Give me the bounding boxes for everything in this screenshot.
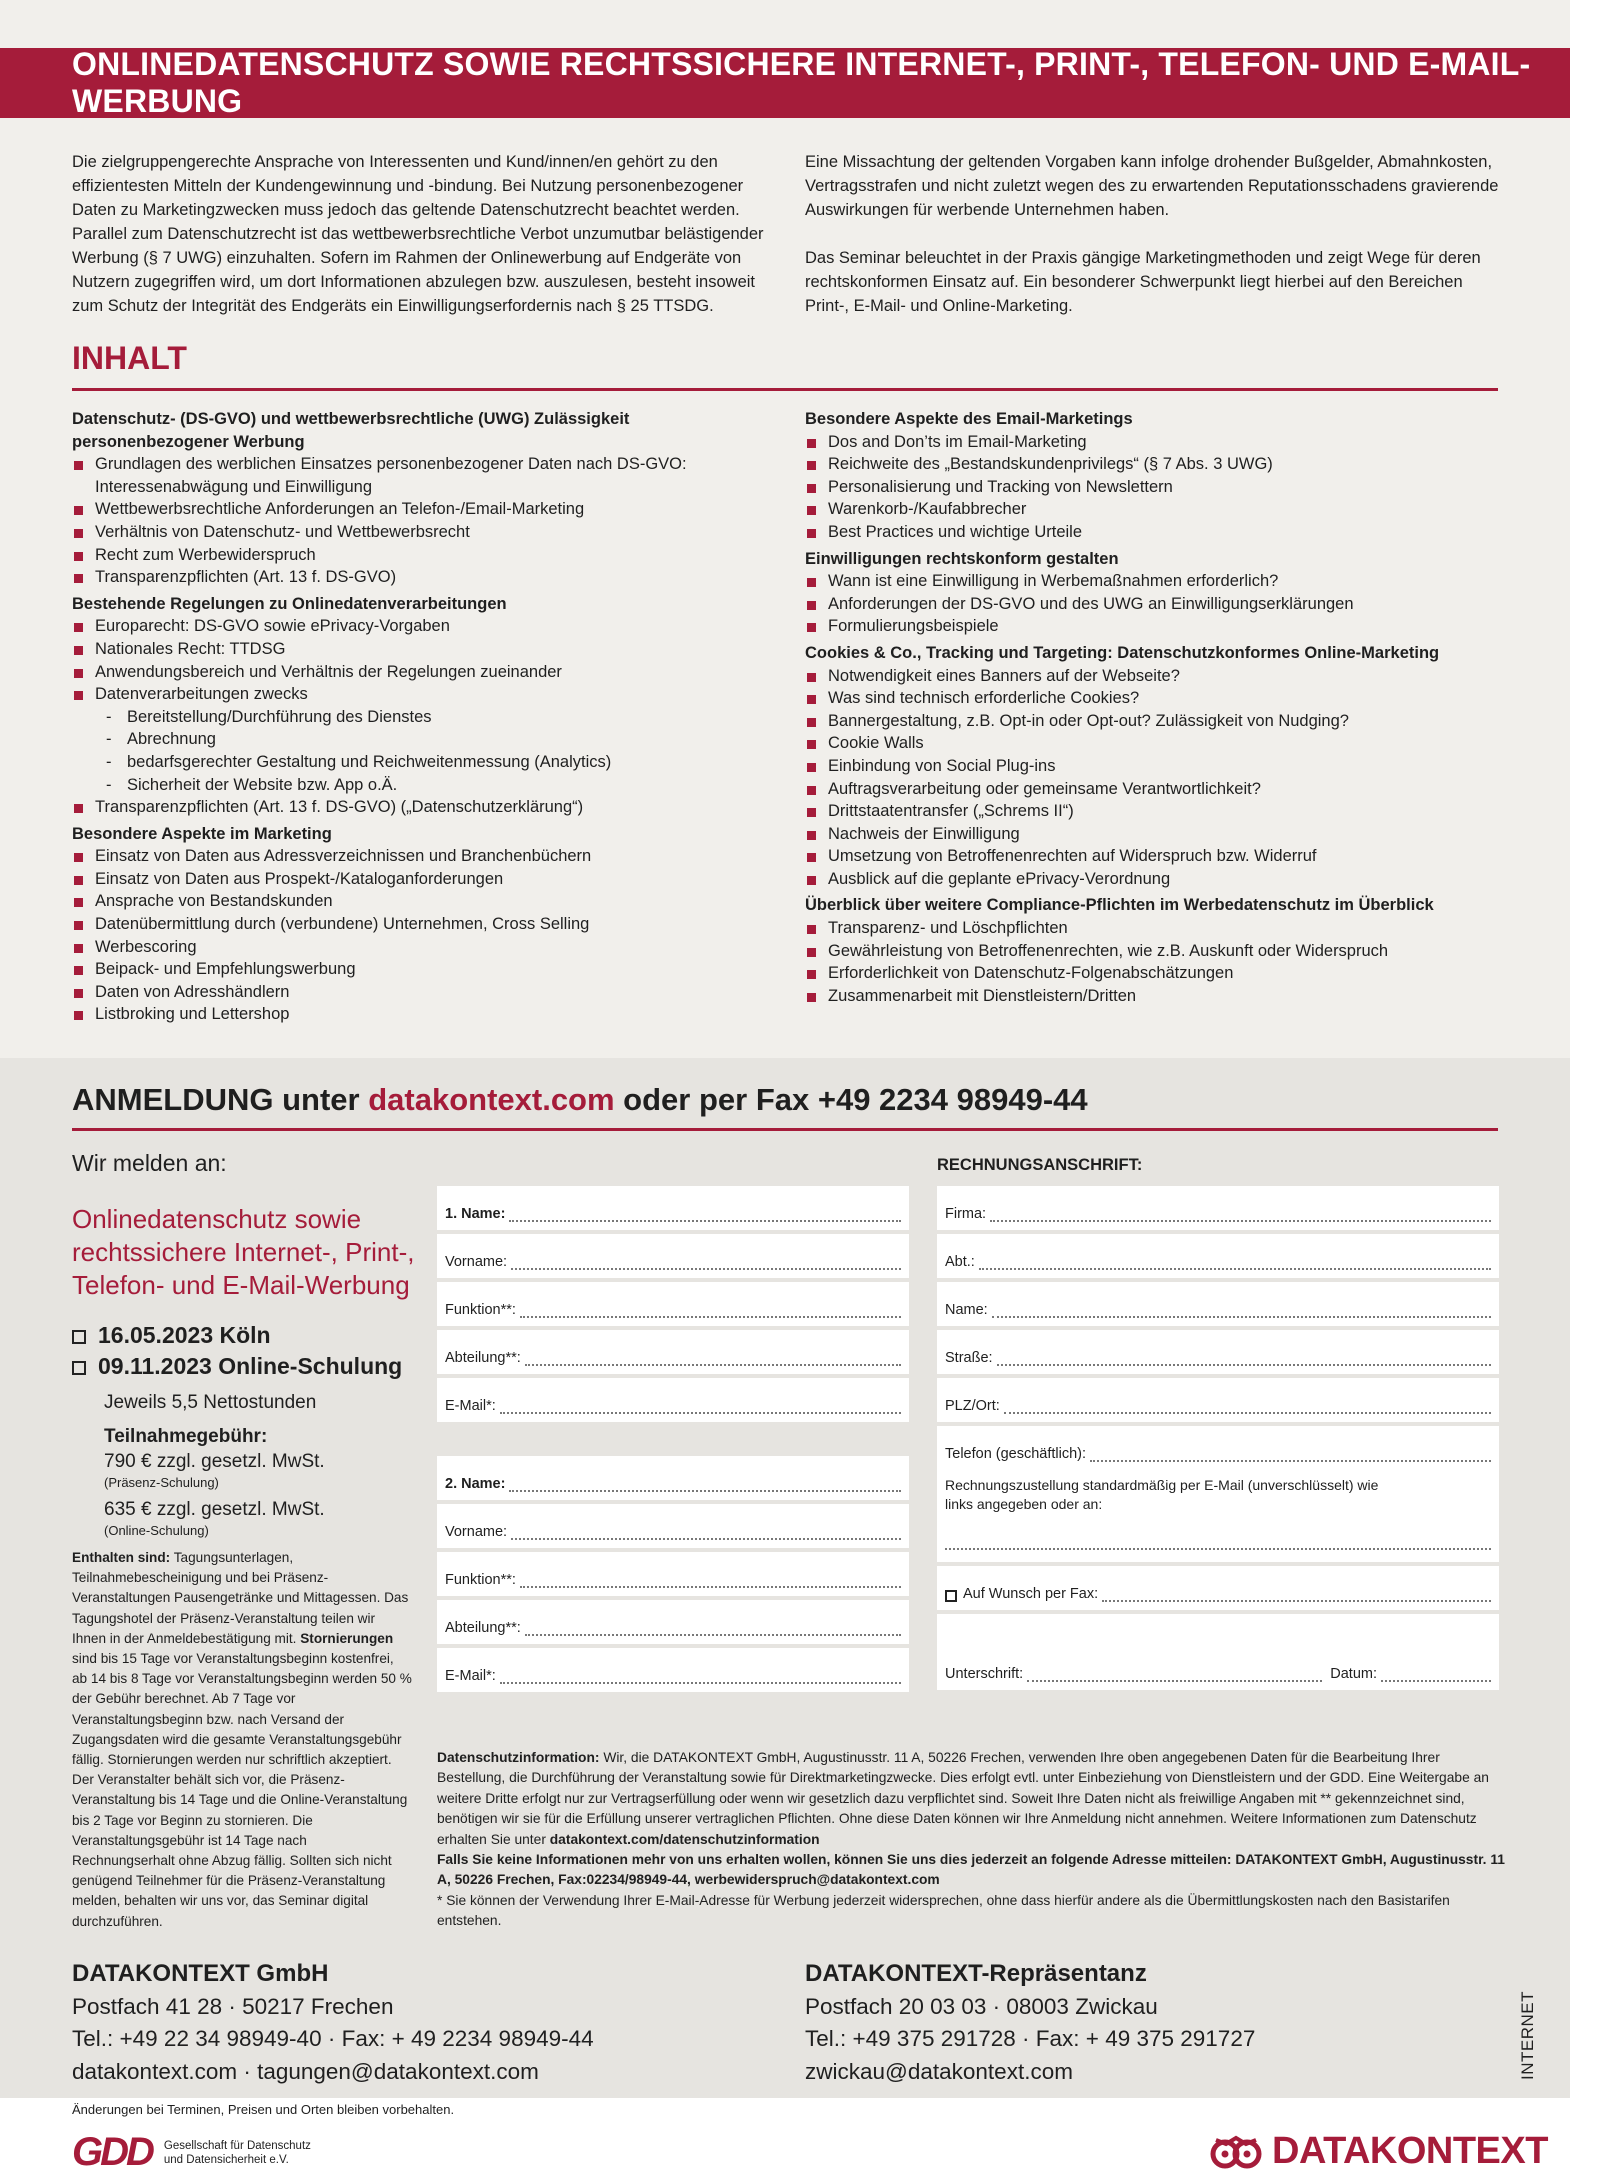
postal-address: Postfach 41 28 · 50217 Frechen <box>72 1993 394 2019</box>
participant-2-fields <box>437 1456 909 1696</box>
phone-fax: Tel.: +49 22 34 98949-40 · Fax: + 49 2234 98949-44 <box>72 2026 594 2051</box>
datakontext-logo <box>1208 2130 1548 2173</box>
intro-paragraph: Die zielgruppengerechte Ansprache von Interessenten und Kund/innen/en gehört zu den effizientesten Mitteln der Kundengewinnung und -bindung. Bei Nutzung personenbezogener Daten zu Marketingzwecken muss jedoch das geltende Datenschutzrecht beachtet werden. Parallel zum Datenschutzrecht ist das wettbewerbsrechtliche Verbot unzumutbar belästigender Werbung (§ 7 UWG) einzuhalten. Sofern im Rahmen der Onlinewerbung auf Endgeräte von Nutzern zugegriffen wird, um dort Informationen abzulegen bzw. auszulesen, besteht insoweit zum Schutz der Integrität des Endgeräts ein Einwilligungserfordernis nach § 25 TTSDG. <box>72 153 764 315</box>
content-group <box>805 894 1515 1007</box>
bullet-item: Grundlagen des werblichen Einsatzes personenbezogener Daten nach DS-GVO: Interessenabwägung und Einwilligung <box>72 453 772 498</box>
gdd-logo-text: Gesellschaft für Datenschutz <box>163 2139 311 2152</box>
fee-value: 635 € zzgl. gesetzl. MwSt. <box>104 1499 325 1520</box>
fee-note: (Online-Schulung) <box>104 1523 209 1538</box>
checkbox[interactable] <box>945 1590 957 1602</box>
group-title: Besondere Aspekte des Email-Marketings <box>805 410 1133 428</box>
content-group <box>72 593 772 819</box>
bullet-item: Personalisierung und Tracking von Newslettern <box>805 476 1515 499</box>
web-email[interactable]: datakontext.com · tagungen@datakontext.com <box>72 2058 539 2084</box>
field-label: Funktion**: <box>445 1572 516 1588</box>
bullet-item: Recht zum Werbewiderspruch <box>72 544 772 567</box>
bullet-item: Nationales Recht: TTDSG <box>72 638 772 661</box>
group-title: Einwilligungen rechtskonform gestalten <box>805 549 1119 568</box>
terms-label: Enthalten sind: <box>72 1550 171 1565</box>
bullet-item: Transparenzpflichten (Art. 13 f. DS-GVO) („Datenschutzerklärung“) <box>72 796 772 819</box>
abteilung-field[interactable] <box>437 1600 909 1644</box>
group-title: Bestehende Regelungen zu Onlinedatenverarbeitungen <box>72 594 507 613</box>
email[interactable]: zwickau@datakontext.com <box>805 2058 1073 2084</box>
side-label: INTERNET <box>1518 1991 1537 2080</box>
bullet-item: Datenübermittlung durch (verbundene) Unternehmen, Cross Selling <box>72 913 772 936</box>
field-label: E-Mail*: <box>445 1668 496 1684</box>
content-group <box>72 823 772 1026</box>
field-label: 2. Name: <box>445 1476 506 1492</box>
bullet-item: Anwendungsbereich und Verhältnis der Regelungen zueinander <box>72 661 772 684</box>
email-field[interactable] <box>437 1648 909 1692</box>
bullet-item: Wann ist eine Einwilligung in Werbemaßnahmen erforderlich? <box>805 570 1515 593</box>
bullet-item: Transparenz- und Löschpflichten <box>805 917 1515 940</box>
bullet-item: Was sind technisch erforderliche Cookies? <box>805 687 1515 710</box>
bullet-item: Einbindung von Social Plug-ins <box>805 755 1515 778</box>
company-name: DATAKONTEXT GmbH <box>72 1960 329 1987</box>
bullet-item: Ansprache von Bestandskunden <box>72 890 772 913</box>
billing-title: RECHNUNGSANSCHRIFT: <box>937 1156 1143 1174</box>
group-title: Cookies & Co., Tracking und Targeting: Datenschutzkonformes Online-Marketing <box>805 643 1440 662</box>
field-label: Abteilung**: <box>445 1350 521 1366</box>
content-group <box>72 408 772 589</box>
disclaimer: Änderungen bei Terminen, Preisen und Orten bleiben vorbehalten. <box>72 2102 455 2117</box>
field-label: Name: <box>945 1302 988 1318</box>
funktion-field[interactable] <box>437 1282 909 1326</box>
privacy-label: Datenschutzinformation: <box>437 1750 600 1765</box>
field-label: 1. Name: <box>445 1206 506 1222</box>
bullet-item: Nachweis der Einwilligung <box>805 823 1515 846</box>
address-frechen <box>72 1958 594 2088</box>
bullet-item: Formulierungsbeispiele <box>805 615 1515 638</box>
fee-note: (Präsenz-Schulung) <box>104 1475 219 1490</box>
bullet-item: Gewährleistung von Betroffenenrechten, wie z.B. Auskunft oder Widerspruch <box>805 940 1515 963</box>
bullet-item: Europarecht: DS-GVO sowie ePrivacy-Vorgaben <box>72 615 772 638</box>
sub-item: - bedarfsgerechter Gestaltung und Reichweitenmessung (Analytics) <box>104 751 772 774</box>
seminar-info <box>72 1150 422 1932</box>
bullet-item: Best Practices und wichtige Urteile <box>805 521 1515 544</box>
terms-text <box>72 1548 412 1932</box>
invoice-delivery-field[interactable] <box>937 1470 1499 1562</box>
strasse-field[interactable] <box>937 1330 1499 1374</box>
abt-field[interactable] <box>937 1234 1499 1278</box>
group-title: Besondere Aspekte im Marketing <box>72 824 332 843</box>
telefon-field[interactable] <box>937 1426 1499 1470</box>
group-title: Datenschutz- (DS-GVO) und wettbewerbsrechtliche (UWG) Zulässigkeit personenbezogener Werbung <box>72 410 630 451</box>
bullet-item: Auftragsverarbeitung oder gemeinsame Verantwortlichkeit? <box>805 778 1515 801</box>
company-name: DATAKONTEXT-Repräsentanz <box>805 1960 1147 1987</box>
bullet-item: Zusammenarbeit mit Dienstleistern/Dritten <box>805 985 1515 1008</box>
bullet-item: Notwendigkeit eines Banners auf der Webseite? <box>805 665 1515 688</box>
field-label: E-Mail*: <box>445 1398 496 1414</box>
field-label: Abteilung**: <box>445 1620 521 1636</box>
privacy-notice <box>437 1748 1507 1932</box>
intro-left <box>72 150 772 342</box>
fax-option-field[interactable] <box>937 1566 1499 1610</box>
address-zwickau <box>805 1958 1255 2088</box>
bullet-item: Daten von Adresshändlern <box>72 981 772 1004</box>
bullet-item: Listbroking und Lettershop <box>72 1003 772 1026</box>
abteilung-field[interactable] <box>437 1330 909 1374</box>
wir-melden-label: Wir melden an: <box>72 1150 227 1176</box>
bullet-item: Einsatz von Daten aus Prospekt-/Kataloganforderungen <box>72 868 772 891</box>
intro-paragraph: Das Seminar beleuchtet in der Praxis gängige Marketingmethoden und zeigt Wege für deren rechtskonformen Einsatz auf. Ein besonderer Schwerpunkt liegt hierbei auf den Bereichen Print-, E-Mail- und Online-Marketing. <box>805 249 1481 315</box>
field-label: Auf Wunsch per Fax: <box>963 1586 1099 1602</box>
seminar-title: Onlinedatenschutz sowie rechtssichere Internet-, Print-, Telefon- und E-Mail-Werbung <box>72 1204 415 1300</box>
bullet-item: Dos and Don’ts im Email-Marketing <box>805 431 1515 454</box>
field-label: Unterschrift: <box>945 1666 1024 1682</box>
field-label: PLZ/Ort: <box>945 1398 1000 1414</box>
bullet-item: Verhältnis von Datenschutz- und Wettbewerbsrecht <box>72 521 772 544</box>
duration-text: Jeweils 5,5 Nettostunden <box>104 1392 317 1413</box>
invoice-delivery-text: Rechnungszustellung standardmäßig per E-Mail (unverschlüsselt) wie links angegeben oder an: <box>945 1477 1379 1512</box>
date-label: 09.11.2023 Online-Schulung <box>98 1353 403 1379</box>
billing-fields <box>937 1186 1499 1690</box>
date-field-label: Datum: <box>1330 1666 1377 1682</box>
registration-heading-suffix: oder per Fax +49 2234 98949-44 <box>614 1082 1088 1117</box>
group-title: Überblick über weitere Compliance-Pflichten im Werbedatenschutz im Überblick <box>805 896 1434 915</box>
privacy-link[interactable]: datakontext.com/datenschutzinformation <box>549 1831 820 1847</box>
gdd-logo-mark: GDD <box>72 2130 152 2174</box>
registration-link[interactable]: datakontext.com <box>368 1082 615 1117</box>
bullet-item: Beipack- und Empfehlungswerbung <box>72 958 772 981</box>
bullet-item: Erforderlichkeit von Datenschutz-Folgenabschätzungen <box>805 962 1515 985</box>
inhalt-right-column <box>805 404 1515 1007</box>
storno-body: sind bis 15 Tage vor Veranstaltungsbeginn kostenfrei, ab 14 bis 8 Tage vor Veranstaltungsbeginn werden 50 % der Gebühr berechnet. Ab 7 Tage vor Veranstaltungsbeginn bzw. nach Versand der Zugangsdaten wird die gesamte Veranstaltungsgebühr fällig. Stornierungen werden nur schriftlich akzeptiert. Der Veranstalter behält sich vor, die Präsenz-Veranstaltung bis 14 Tage und die Online-Veranstaltung bis 2 Tage vor Beginn zu stornieren. Die Veranstaltungsgebühr ist 14 Tage nach Rechnungserhalt ohne Abzug fällig. Sollten sich nicht genügend Teilnehmer für die Präsenz-Veranstaltung melden, behalten wir uns vor, das Seminar digital durchzuführen. <box>72 1651 412 1929</box>
field-label: Vorname: <box>445 1524 508 1540</box>
signature-field[interactable] <box>937 1614 1499 1690</box>
bullet-item: Bannergestaltung, z.B. Opt-in oder Opt-out? Zulässigkeit von Nudging? <box>805 710 1515 733</box>
funktion-field[interactable] <box>437 1552 909 1596</box>
sub-item: - Sicherheit der Website bzw. App o.Ä. <box>104 774 772 797</box>
bullet-item: Umsetzung von Betroffenenrechten auf Widerspruch bzw. Widerruf <box>805 845 1515 868</box>
bullet-item: Ausblick auf die geplante ePrivacy-Verordnung <box>805 868 1515 891</box>
postal-address: Postfach 20 03 03 · 08003 Zwickau <box>805 1993 1158 2019</box>
content-group <box>805 408 1515 544</box>
terms-body: Tagungsunterlagen, Teilnahmebescheinigung und bei Präsenz-Veranstaltungen Pausengetränke und Mittagessen. Das Tagungshotel der Präsenz-Veranstaltung teilen wir Ihnen in der Anmeldebestätigung mit. <box>72 1550 409 1646</box>
intro-right <box>805 150 1505 342</box>
name-field[interactable] <box>937 1282 1499 1326</box>
bullet-item: Warenkorb-/Kaufabbrecher <box>805 498 1515 521</box>
storno-label: Stornierungen <box>300 1630 394 1646</box>
vorname-field[interactable] <box>437 1504 909 1548</box>
name-field[interactable] <box>437 1186 909 1230</box>
plz-ort-field[interactable] <box>937 1378 1499 1422</box>
content-group <box>805 642 1515 891</box>
date-option[interactable] <box>72 1351 422 1382</box>
vorname-field[interactable] <box>437 1234 909 1278</box>
content-group <box>805 548 1515 638</box>
intro-paragraph: Eine Missachtung der geltenden Vorgaben kann infolge drohender Bußgelder, Abmahnkosten, Vertragsstrafen und nicht zuletzt wegen des zu erwartenden Reputationsschadens gravierende Auswirkungen für werbende Unternehmen haben. <box>805 153 1499 219</box>
sub-item: - Abrechnung <box>104 728 772 751</box>
opt-out-notice: Falls Sie keine Informationen mehr von uns erhalten wollen, können Sie uns dies jederzeit an folgende Adresse mitteilen: DATAKONTEXT GmbH, Augustinusstr. 11 A, 50226 Frechen, Fax:02234/98949-44, werbewiderspruch@datakontext.com <box>437 1852 1505 1888</box>
section-divider <box>72 388 1498 391</box>
name-field[interactable] <box>437 1456 909 1500</box>
field-label: Straße: <box>945 1350 993 1366</box>
bullet-item: Einsatz von Daten aus Adressverzeichnissen und Branchenbüchern <box>72 845 772 868</box>
bullet-item: Cookie Walls <box>805 732 1515 755</box>
bullet-item: Datenverarbeitungen zwecks <box>72 683 772 706</box>
email-note: * Sie können der Verwendung Ihrer E-Mail-Adresse für Werbung jederzeit widersprechen, ohne dass hierfür andere als die Übermittlungskosten nach den Basistarifen entstehen. <box>437 1892 1450 1929</box>
registration-heading-prefix: ANMELDUNG unter <box>72 1082 369 1117</box>
registration-heading <box>72 1082 1088 1118</box>
firma-field[interactable] <box>937 1186 1499 1230</box>
field-label: Vorname: <box>445 1254 508 1270</box>
bullet-item: Drittstaatentransfer („Schrems II“) <box>805 800 1515 823</box>
bullet-item: Transparenzpflichten (Art. 13 f. DS-GVO) <box>72 566 772 589</box>
participant-1-fields <box>437 1186 909 1426</box>
fee-value: 790 € zzgl. gesetzl. MwSt. <box>104 1451 325 1472</box>
section-divider <box>72 1128 1498 1131</box>
field-label: Abt.: <box>945 1254 975 1270</box>
field-label: Funktion**: <box>445 1302 516 1318</box>
inhalt-left-column <box>72 404 772 1026</box>
date-label: 16.05.2023 Köln <box>98 1322 271 1348</box>
date-option[interactable] <box>72 1320 422 1351</box>
sub-item: - Bereitstellung/Durchführung des Dienstes <box>104 706 772 729</box>
bullet-item: Werbescoring <box>72 936 772 959</box>
page-title-banner <box>0 48 1570 118</box>
email-field[interactable] <box>437 1378 909 1422</box>
datakontext-wordmark: DATAKONTEXT <box>1272 2130 1548 2172</box>
bullet-item: Wettbewerbsrechtliche Anforderungen an Telefon-/Email-Marketing <box>72 498 772 521</box>
checkbox[interactable] <box>72 1330 86 1344</box>
phone-fax: Tel.: +49 375 291728 · Fax: + 49 375 291727 <box>805 2026 1256 2051</box>
gdd-logo-text: und Datensicherheit e.V. <box>163 2153 289 2166</box>
checkbox[interactable] <box>72 1361 86 1375</box>
privacy-text: Wir, die DATAKONTEXT GmbH, Augustinusstr. 11 A, 50226 Frechen, verwenden Ihre oben angegebenen Daten für die Bearbeitung Ihrer Bestellung, die Durchführung der Veranstaltung sowie für Direktmarketingzwecke. Dies erfolgt evtl. unter Einbeziehung von Dienstleistern und der GDD. Eine Weitergabe an weitere Dritte erfolgt nur zur Vertragserfüllung oder wenn wir gesetzlich dazu verpflichtet sind. Soweit Ihre Daten nicht als freiwillige Angaben mit ** gekennzeichnet sind, benötigen wir sie für die Erfüllung unserer vertraglichen Pflichten. Ohne diese Daten können wir Ihre Anmeldung nicht annehmen. Weitere Informationen zum Datenschutz erhalten Sie unter <box>437 1750 1489 1847</box>
field-label: Telefon (geschäftlich): <box>945 1446 1087 1462</box>
bullet-item: Anforderungen der DS-GVO und des UWG an Einwilligungserklärungen <box>805 593 1515 616</box>
field-label: Firma: <box>945 1206 987 1222</box>
fee-title: Teilnahmegebühr: <box>104 1426 268 1447</box>
gdd-logo <box>72 2130 311 2175</box>
bullet-item: Reichweite des „Bestandskundenprivilegs“ (§ 7 Abs. 3 UWG) <box>805 453 1515 476</box>
section-heading-inhalt: INHALT <box>72 340 187 376</box>
page-title: ONLINEDATENSCHUTZ SOWIE RECHTSSICHERE INTERNET-, PRINT-, TELEFON- UND E-MAIL-WERBUNG <box>72 46 1531 119</box>
